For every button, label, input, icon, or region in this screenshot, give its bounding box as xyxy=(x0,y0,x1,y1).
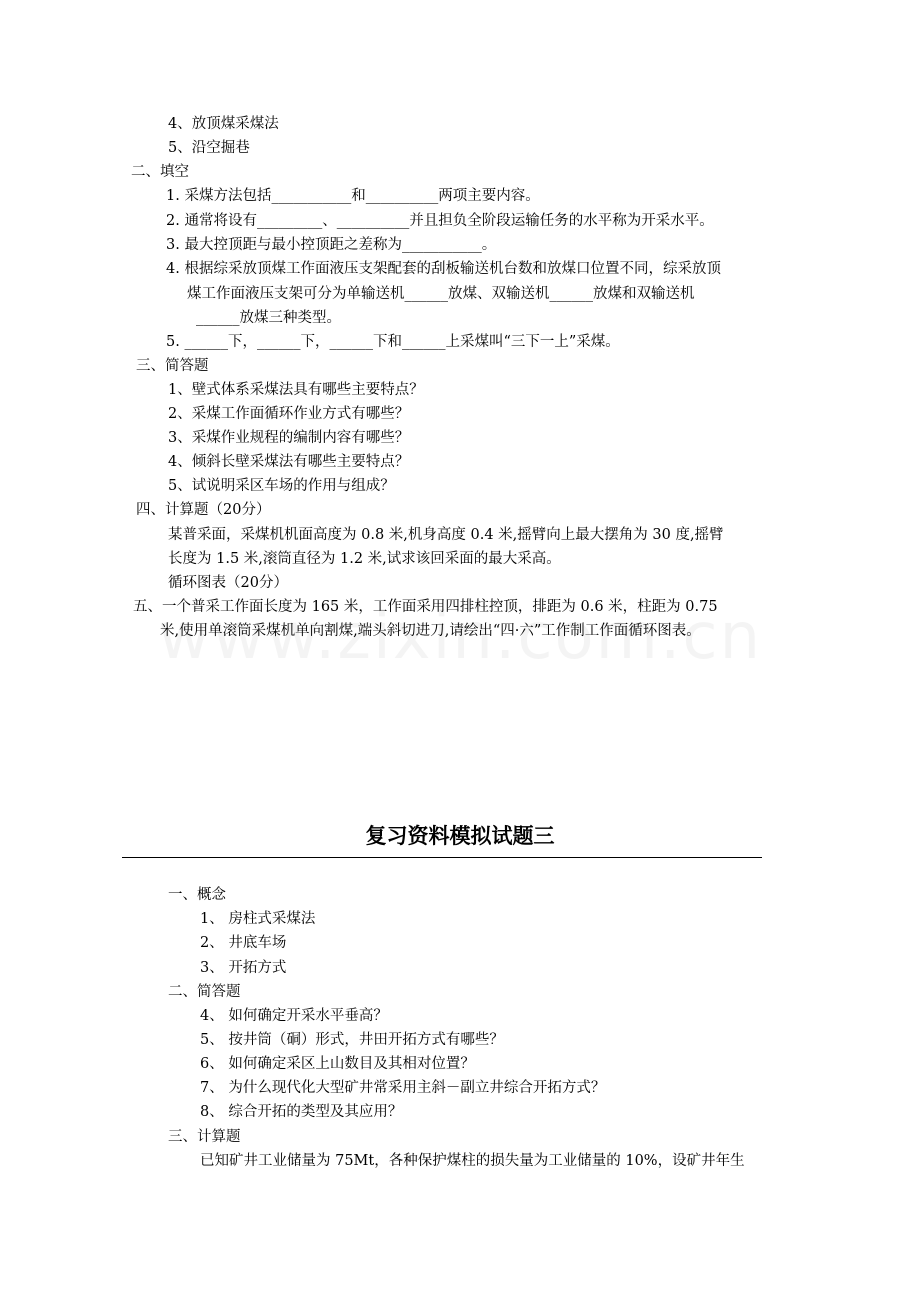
section-heading-fill: 二、填空 xyxy=(131,164,189,180)
section-heading-calc: 四、计算题（20分） xyxy=(136,502,271,518)
short-answer-item: 3、采煤作业规程的编制内容有哪些？ xyxy=(168,430,410,446)
cycle-chart-heading: 循环图表（20分） xyxy=(168,575,288,591)
list-item: 4、放顶煤采煤法 xyxy=(168,116,279,132)
fill-question-4-line1: 4. 根据综采放顶煤工作面液压支架配套的刮板输送机台数和放煤口位置不同，综采放顶 xyxy=(166,261,721,277)
section-heading-short-answer-2: 二、简答题 xyxy=(168,984,241,1000)
page-title: 复习资料模拟试题三 xyxy=(365,824,555,848)
short-answer-item: 5、 按井筒（硐）形式，井田开拓方式有哪些？ xyxy=(200,1032,504,1048)
concept-item: 1、 房柱式采煤法 xyxy=(200,911,316,927)
short-answer-item: 6、 如何确定采区上山数目及其相对位置？ xyxy=(200,1056,475,1072)
calc-text-line1: 某普采面，采煤机机面高度为 0.8 米,机身高度 0.4 米,摇臂向上最大摆角为 30 度,摇臂 xyxy=(168,527,724,543)
title-divider xyxy=(122,857,762,858)
fill-question-4-line2: 煤工作面液压支架可分为单输送机______放煤、双输送机______放煤和双输送机 xyxy=(187,286,695,302)
section-heading-short-answer: 三、简答题 xyxy=(136,358,209,374)
fill-question-5: 5. ______下，______下，______下和______上采煤叫“三下一上”采煤。 xyxy=(166,334,620,350)
fill-question-3: 3. 最大控顶距与最小控顶距之差称为___________。 xyxy=(166,237,497,253)
section-five-line2: 米,使用单滚筒采煤机单向割煤,端头斜切进刀,请绘出“四·六”工作制工作面循环图表。 xyxy=(160,623,701,639)
section-heading-concepts: 一、概念 xyxy=(168,887,226,903)
short-answer-item: 2、采煤工作面循环作业方式有哪些？ xyxy=(168,406,410,422)
short-answer-item: 4、 如何确定开采水平垂高？ xyxy=(200,1008,388,1024)
short-answer-item: 7、 为什么现代化大型矿井常采用主斜－副立井综合开拓方式？ xyxy=(200,1080,606,1096)
calc-text-line2: 长度为 1.5 米,滚筒直径为 1.2 米,试求该回采面的最大采高。 xyxy=(168,551,561,567)
list-item: 5、沿空掘巷 xyxy=(168,140,250,156)
short-answer-item: 4、倾斜长壁采煤法有哪些主要特点？ xyxy=(168,454,410,470)
fill-question-1: 1. 采煤方法包括___________和__________两项主要内容。 xyxy=(166,188,540,204)
fill-question-4-line3: ______放煤三种类型。 xyxy=(196,310,341,326)
calc-text-line: 已知矿井工业储量为 75Mt，各种保护煤柱的损失量为工业储量的 10%，设矿井年生 xyxy=(200,1153,745,1169)
short-answer-item: 8、 综合开拓的类型及其应用？ xyxy=(200,1104,403,1120)
section-five-line1: 五、一个普采工作面长度为 165 米，工作面采用四排柱控顶，排距为 0.6 米，柱距为 0.75 xyxy=(133,599,718,615)
section-heading-calc-2: 三、计算题 xyxy=(168,1129,241,1145)
short-answer-item: 1、壁式体系采煤法具有哪些主要特点？ xyxy=(168,382,424,398)
concept-item: 2、 井底车场 xyxy=(200,935,287,951)
short-answer-item: 5、试说明采区车场的作用与组成？ xyxy=(168,478,395,494)
fill-question-2: 2. 通常将设有_________、__________并且担负全阶段运输任务的水平称为开采水平。 xyxy=(166,213,714,229)
concept-item: 3、 开拓方式 xyxy=(200,960,287,976)
